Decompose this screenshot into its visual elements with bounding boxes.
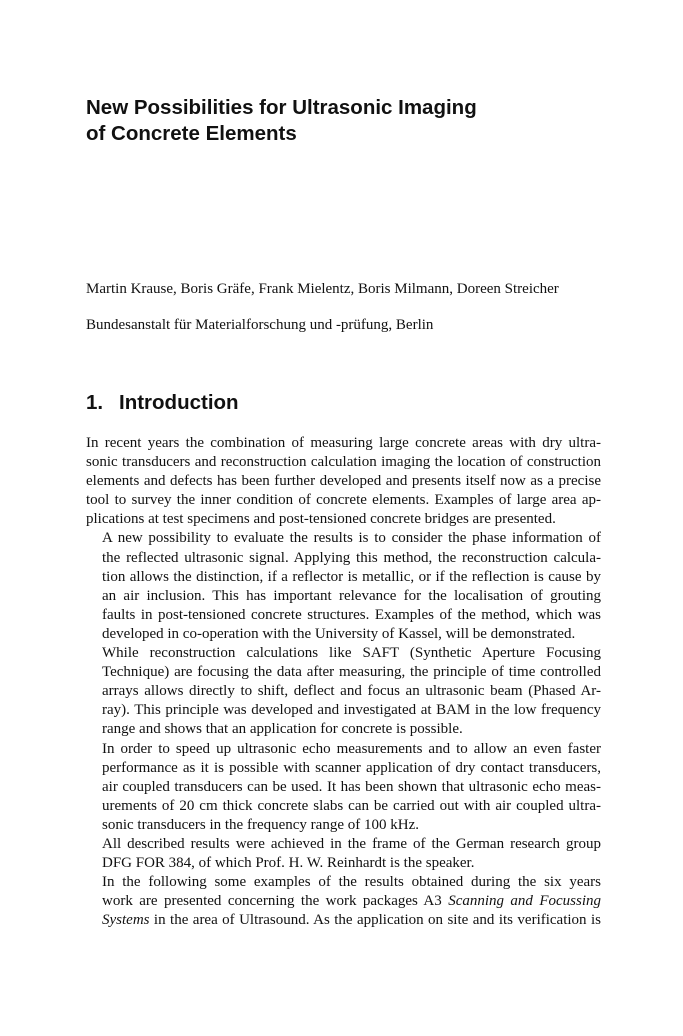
paragraph xyxy=(86,529,601,644)
text-run: work are presented concerning the work packages A3 xyxy=(102,893,449,910)
text-line: developed in co-operation with the University of Kassel, will be demonstrated. xyxy=(102,625,576,642)
body-text xyxy=(86,434,601,930)
text-line: In recent years the combination of measuring large concrete areas with dry ultra- xyxy=(86,435,601,451)
text-line: an air inclusion. This has important relevance for the localisation of grouting xyxy=(102,587,601,604)
paper-title-line-2: of Concrete Elements xyxy=(86,122,297,145)
text-line: ray). This principle was developed and investigated at BAM in the low frequency xyxy=(102,702,601,719)
text-line: sonic transducers and reconstruction calculation imaging the location of construction xyxy=(86,454,601,471)
text-line: the reflected ultrasonic signal. Applying this method, the reconstruction calcula- xyxy=(102,549,601,566)
text-line: air coupled transducers can be used. It has been shown that ultrasonic echo meas- xyxy=(102,778,601,795)
text-line: A new possibility to evaluate the results is to consider the phase information of xyxy=(102,530,601,547)
text-line: arrays allows directly to shift, deflect and focus an ultrasonic beam (Phased Ar- xyxy=(102,683,601,700)
text-line: DFG FOR 384, of which Prof. H. W. Reinhardt is the speaker. xyxy=(102,855,475,872)
section-title: Introduction xyxy=(119,391,239,414)
text-line: While reconstruction calculations like SAFT (Synthetic Aperture Focusing xyxy=(102,645,601,662)
paragraph xyxy=(86,434,601,529)
text-line xyxy=(86,911,601,930)
text-line: range and shows that an application for concrete is possible. xyxy=(102,721,463,738)
text-line: All described results were achieved in the frame of the German research group xyxy=(102,835,601,852)
text-line xyxy=(86,892,601,911)
italic-run: Scanning and Focussing xyxy=(448,893,602,910)
paragraph xyxy=(86,644,601,739)
paragraph xyxy=(86,835,601,873)
section-heading xyxy=(86,390,239,416)
text-line: performance as it is possible with scanner application of dry contact transducers, xyxy=(102,759,601,776)
author-list: Martin Krause, Boris Gräfe, Frank Mielentz, Boris Milmann, Doreen Streicher xyxy=(86,281,559,297)
section-number: 1. xyxy=(86,391,104,414)
italic-run: Systems xyxy=(102,912,150,929)
text-line: urements of 20 cm thick concrete slabs can be carried out with air coupled ultra- xyxy=(102,797,601,814)
text-line: plications at test specimens and post-tensioned concrete bridges are presented. xyxy=(86,511,556,528)
paper-title xyxy=(86,95,606,147)
text-run: in the area of Ultrasound. As the application on site and its verification is xyxy=(149,912,601,929)
text-line: faults in post-tensioned concrete structures. Examples of the method, which was xyxy=(102,606,601,623)
text-line: In order to speed up ultrasonic echo measurements and to allow an even faster xyxy=(102,740,601,757)
text-line: Technique) are focusing the data after measuring, the principle of time controlled xyxy=(102,664,601,681)
paragraph xyxy=(86,740,601,835)
affiliation: Bundesanstalt für Materialforschung und -prüfung, Berlin xyxy=(86,317,434,333)
paper-title-line-1: New Possibilities for Ultrasonic Imaging xyxy=(86,96,477,119)
paragraph xyxy=(86,873,601,930)
text-line: sonic transducers in the frequency range of 100 kHz. xyxy=(102,816,419,833)
text-line: tool to survey the inner condition of concrete elements. Examples of large area ap- xyxy=(86,492,601,509)
text-line: elements and defects has been further developed and presents itself now as a precise xyxy=(86,473,601,490)
text-line: In the following some examples of the results obtained during the six years xyxy=(102,874,601,891)
text-line: tion allows the distinction, if a reflector is metallic, or if the reflection is cause by xyxy=(102,568,601,585)
